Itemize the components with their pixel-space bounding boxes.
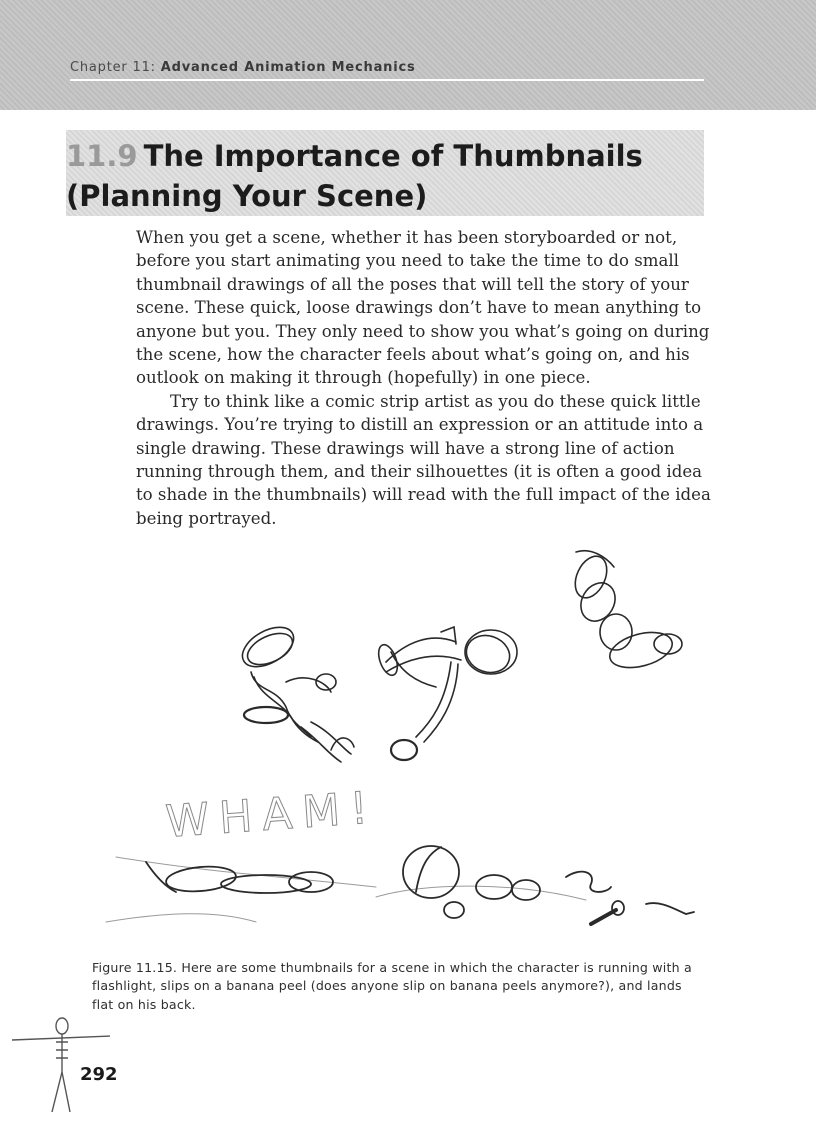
section-title — [66, 136, 696, 216]
page-number: 292 — [80, 1064, 118, 1085]
sketch-dazed-figure — [376, 846, 694, 924]
thumbnail-sketches-figure — [86, 532, 716, 952]
running-head — [70, 60, 416, 75]
paragraph: When you get a scene, whether it has been storyboarded or not, before you start animating you need to take the time to do small thumbnail drawings of all the poses that will tell the story of your scene. These quick, loose drawings don’t have to mean anything to anyone but you. They only need to show you what’s going on during the scene, how the character feels about what’s going on, and his outlook on making it through (hopefully) in one piece. — [136, 228, 710, 388]
paragraph: Try to think like a comic strip artist as you do these quick little drawings. You’re trying to distill an expression or an attitude into a single drawing. These drawings will have a strong line of action running through them, and their silhouettes (it is often a good idea to shade in the thumbnails) will read with the full impact of the idea being portrayed. — [136, 391, 711, 528]
sfx-text: WHAM! — [164, 782, 380, 848]
section-title-text: The Importance of Thumbnails (Planning Your Scene) — [66, 139, 643, 213]
sketch-falling-figure — [569, 551, 682, 674]
figure-caption: Figure 11.15. Here are some thumbnails for a scene in which the character is running with a flashlight, slips on a banana peel (does anyone slip on banana peels anymore?), and lands flat on his back. — [92, 960, 692, 1012]
sketch-running-figure — [236, 619, 354, 762]
header-band — [0, 0, 816, 110]
sketch-slipping-figure — [375, 627, 517, 760]
chapter-title: Advanced Animation Mechanics — [160, 60, 416, 75]
body-text — [136, 226, 716, 530]
sketch-flat-on-back — [106, 857, 376, 922]
section-number: 11.9 — [66, 139, 138, 173]
chapter-label: Chapter 11: — [70, 60, 156, 75]
header-rule — [70, 79, 704, 81]
